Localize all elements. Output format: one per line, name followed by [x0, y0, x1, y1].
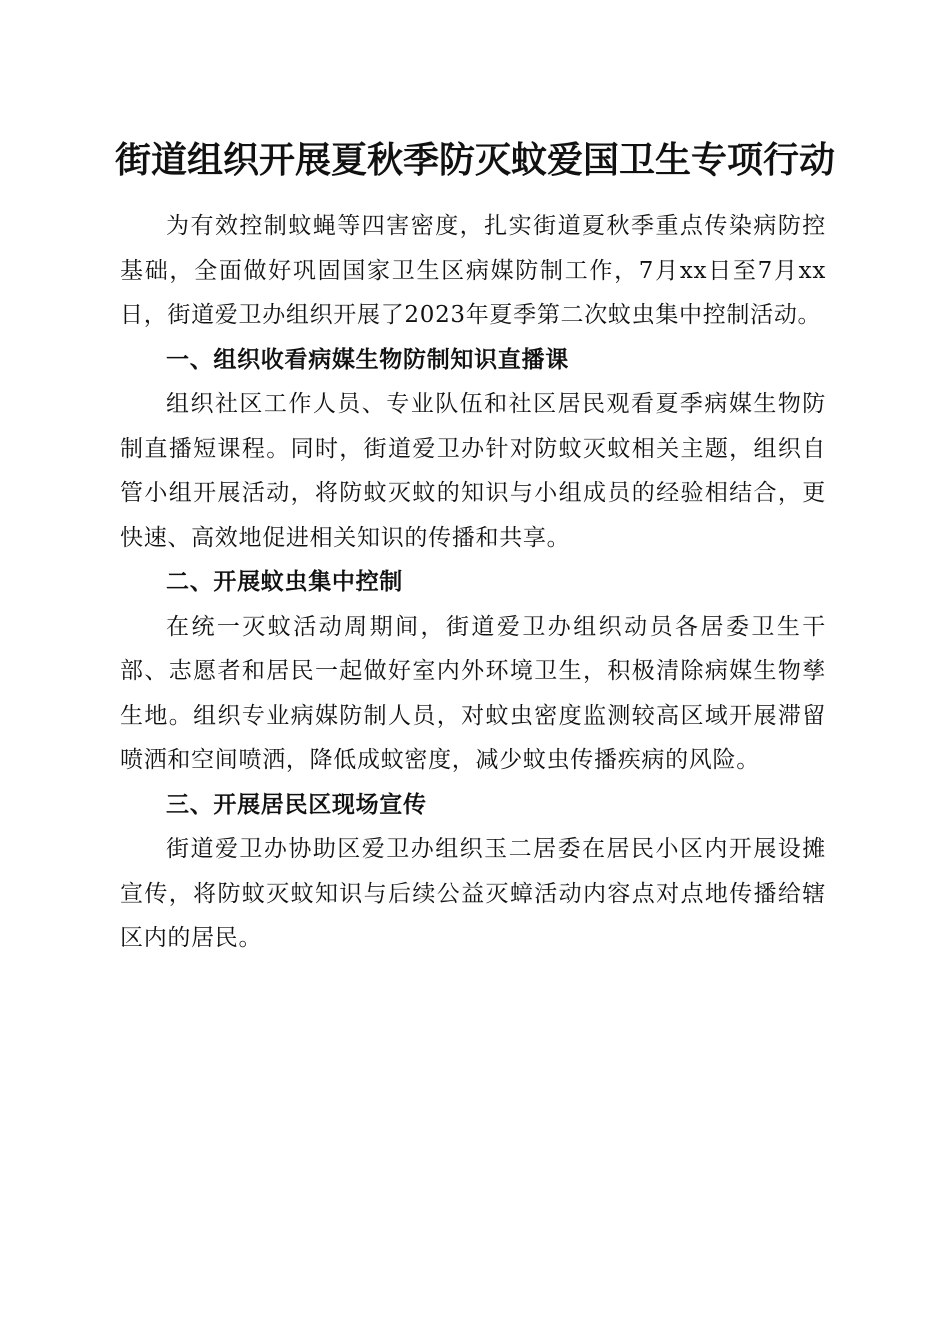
section-heading-1: 一、组织收看病媒生物防制知识直播课 [166, 346, 569, 373]
document-title: 街道组织开展夏秋季防灭蚊爱国卫生专项行动 [114, 139, 835, 181]
document-body [120, 204, 826, 961]
section-heading-2: 二、开展蚊虫集中控制 [166, 569, 403, 595]
section-body-1: 组织社区工作人员、专业队伍和社区居民观看夏季病媒生物防制直播短课程。同时，街道爱卫办针对防蚊灭蚊相关主题，组织自管小组开展活动，将防蚊灭蚊的知识与小组成员的经验相结合，更快速、高效地促进相关知识的传播和共享。 [120, 391, 826, 551]
section-body-3: 街道爱卫办协助区爱卫办组织玉二居委在居民小区内开展设摊宣传，将防蚊灭蚊知识与后续公益灭蟑活动内容点对点地传播给辖区内的居民。 [120, 836, 826, 951]
section-heading-3: 三、开展居民区现场宣传 [166, 791, 427, 818]
section-body-2: 在统一灭蚊活动周期间，街道爱卫办组织动员各居委卫生干部、志愿者和居民一起做好室内外环境卫生，积极清除病媒生物孳生地。组织专业病媒防制人员，对蚊虫密度监测较高区域开展滞留喷洒和空间喷洒，降低成蚊密度，减少蚊虫传播疾病的风险。 [120, 613, 826, 773]
intro-paragraph: 为有效控制蚊蝇等四害密度，扎实街道夏秋季重点传染病防控基础，全面做好巩固国家卫生区病媒防制工作，7月xx日至7月xx日，街道爱卫办组织开展了2023年夏季第二次蚊虫集中控制活动。 [120, 213, 826, 328]
